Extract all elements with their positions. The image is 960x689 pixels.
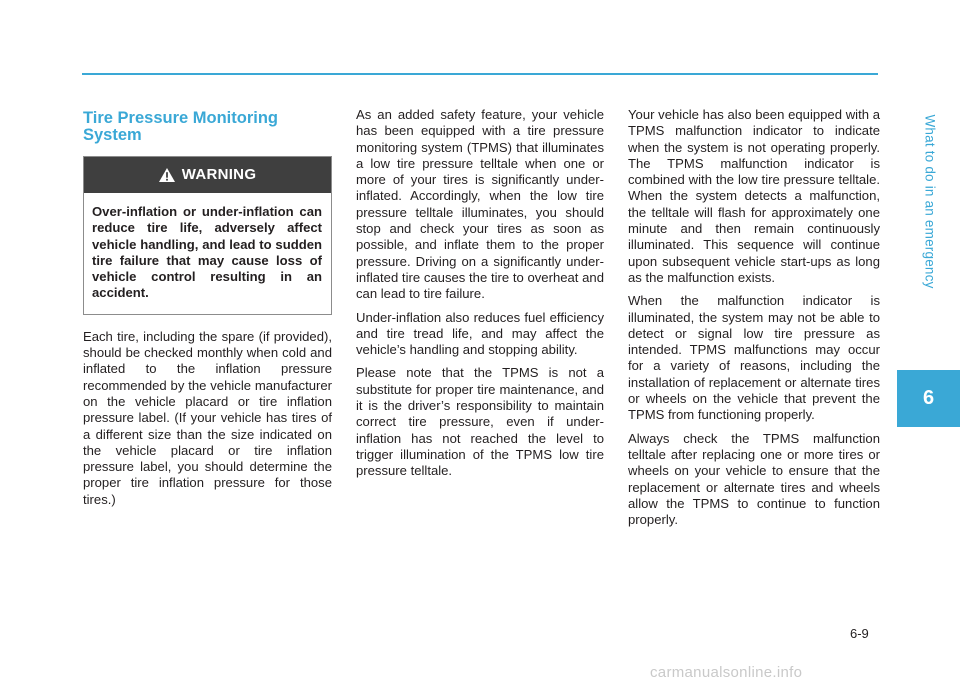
section-heading: Tire Pressure Monitoring System <box>83 109 278 144</box>
watermark: carmanualsonline.info <box>650 664 803 681</box>
chapter-number: 6 <box>922 387 935 409</box>
chapter-number-tab <box>897 370 960 427</box>
chapter-title-text: What to do in an emergency <box>922 113 938 289</box>
paragraph: Always check the TPMS malfunction telltale after replacing one or more tires or wheels on your vehicle to ensure that the replacement or alternate tires and wheels allow the TPMS to continue to function properly. <box>628 430 880 528</box>
page-number: 6-9 <box>850 626 869 641</box>
header-rule <box>82 73 878 75</box>
paragraph: When the malfunction indicator is illuminated, the system may not be able to detect or signal low tire pressure as intended. TPMS malfunctions may occur for a variety of reasons, including the installation of replacement or alternate tires or wheels on the vehicle that prevent the TPMS from functioning properly. <box>628 293 880 423</box>
paragraph: Under-inflation also reduces fuel efficiency and tire tread life, and may affect the vehicle’s handling and stopping ability. <box>356 309 604 358</box>
warning-header <box>84 157 331 193</box>
warning-triangle-icon <box>159 168 175 182</box>
paragraph: Please note that the TPMS is not a substitute for proper tire maintenance, and it is the driver’s responsibility to maintain correct tire pressure, even if under-inflation has not reached the level to trigger illumination of the TPMS low tire pressure telltale. <box>356 365 604 479</box>
chapter-title <box>922 40 938 362</box>
paragraph: Your vehicle has also been equipped with a TPMS malfunction indicator to indicate when the system is not operating properly. The TPMS malfunction indicator is combined with the low tire pressure telltale. When the system detects a malfunction, the telltale will flash for approximately one minute and then remain continuously illuminated. This sequence will continue upon subsequent vehicle start-ups as long as the malfunction exists. <box>628 107 880 285</box>
warning-label: WARNING <box>181 165 257 183</box>
paragraph: Each tire, including the spare (if provided), should be checked monthly when cold and inflated to the inflation pressure recommended by the vehicle manufacturer on the vehicle placard or tire inflation pressure label. (If your vehicle has tires of a different size than the size indicated on the vehicle placard or tire inflation pressure label, you should determine the proper tire inflation pressure for those tires.) <box>83 328 332 507</box>
column-2 <box>356 107 604 487</box>
warning-box <box>83 156 332 315</box>
warning-text: Over-inflation or under-inflation can reduce tire life, adversely affect vehicle handling, and lead to sudden tire failure that may cause loss of vehicle control resulting in an accident. <box>92 204 322 301</box>
column-1 <box>83 110 332 515</box>
paragraph: As an added safety feature, your vehicle has been equipped with a tire pressure monitoring system (TPMS) that illuminates a low tire pressure telltale when one or more of your tires is significantly under-inflated. Accordingly, when the low tire pressure telltale illuminates, you should stop and check your tires as soon as possible, and inflate them to the proper pressure. Driving on a significantly under-inflated tire causes the tire to overheat and can lead to tire failure. <box>356 107 604 302</box>
column-3 <box>628 107 880 535</box>
